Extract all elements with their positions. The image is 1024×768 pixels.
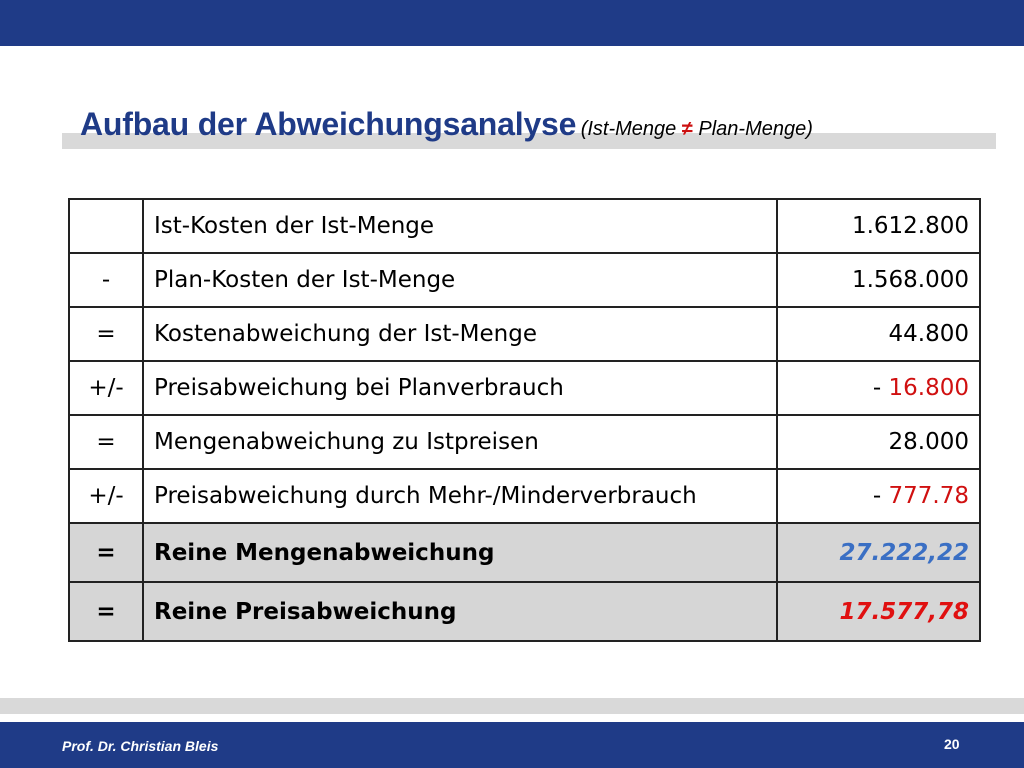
row-label: Ist-Kosten der Ist-Menge	[143, 199, 777, 253]
row-value	[777, 582, 980, 641]
row-value	[777, 469, 980, 523]
row-value	[777, 361, 980, 415]
value-number: 27.222,22	[839, 539, 969, 566]
value-sign: -	[872, 483, 889, 509]
slide-title	[80, 106, 813, 143]
value-sign: -	[872, 375, 889, 401]
row-operator: +/-	[69, 469, 143, 523]
author-name: Prof. Dr. Christian Bleis	[62, 738, 219, 754]
value-number: 777.78	[888, 483, 969, 509]
footer-band	[0, 698, 1024, 714]
row-value	[777, 253, 980, 307]
table-row	[69, 361, 980, 415]
value-number: 1.568.000	[851, 267, 969, 293]
subtitle-prefix: (Ist-Menge	[580, 118, 682, 140]
value-number: 28.000	[888, 429, 969, 455]
table-row	[69, 307, 980, 361]
value-number: 1.612.800	[851, 213, 969, 239]
row-operator: -	[69, 253, 143, 307]
table-row	[69, 415, 980, 469]
table-row	[69, 199, 980, 253]
top-header-bar	[0, 0, 1024, 46]
row-operator	[69, 199, 143, 253]
value-number: 16.800	[888, 375, 969, 401]
value-number: 44.800	[888, 321, 969, 347]
summary-row	[69, 582, 980, 641]
row-label: Preisabweichung durch Mehr-/Minderverbrauch	[143, 469, 777, 523]
row-label: Plan-Kosten der Ist-Menge	[143, 253, 777, 307]
row-label: Mengenabweichung zu Istpreisen	[143, 415, 777, 469]
not-equal-symbol: ≠	[681, 118, 693, 140]
slide-title-text: Aufbau der Abweichungsanalyse	[80, 106, 577, 142]
row-operator: =	[69, 582, 143, 641]
page-number: 20	[944, 736, 960, 752]
summary-row	[69, 523, 980, 582]
row-value	[777, 199, 980, 253]
row-label: Reine Preisabweichung	[143, 582, 777, 641]
row-label: Kostenabweichung der Ist-Menge	[143, 307, 777, 361]
row-operator: =	[69, 415, 143, 469]
row-value	[777, 307, 980, 361]
row-value	[777, 415, 980, 469]
row-value	[777, 523, 980, 582]
subtitle-suffix: Plan-Menge)	[692, 118, 813, 140]
row-label: Preisabweichung bei Planverbrauch	[143, 361, 777, 415]
slide-subtitle	[581, 118, 813, 140]
value-number: 17.577,78	[839, 598, 969, 625]
table-row	[69, 253, 980, 307]
row-operator: =	[69, 307, 143, 361]
row-operator: =	[69, 523, 143, 582]
row-label: Reine Mengenabweichung	[143, 523, 777, 582]
variance-analysis-table	[68, 198, 981, 642]
table-row	[69, 469, 980, 523]
row-operator: +/-	[69, 361, 143, 415]
